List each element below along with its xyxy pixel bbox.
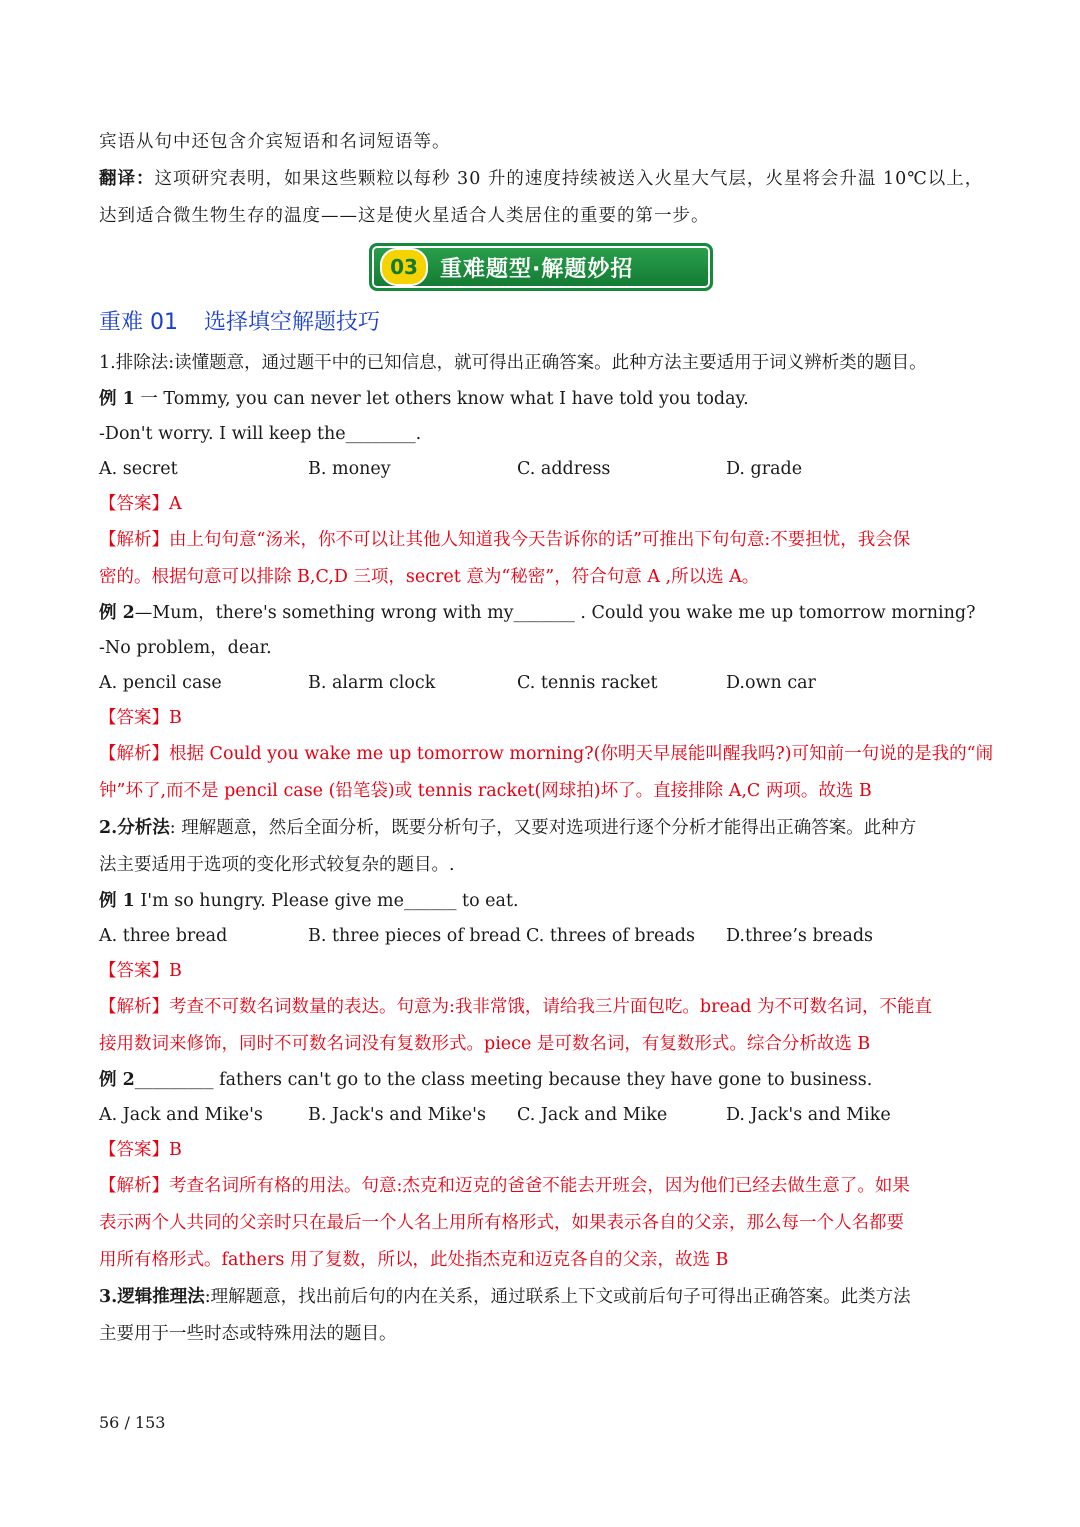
example-label: 例 2	[99, 603, 135, 623]
heading-title: 选择填空解题技巧	[204, 310, 381, 335]
options-row	[99, 1098, 983, 1133]
answer-line: 【答案】B	[99, 708, 182, 728]
method-1-intro: 1.排除法:读懂题意，通过题干中的已知信息，就可得出正确答案。此种方法主要适用于词义辨析类的题目。	[99, 353, 927, 373]
translation-text: 这项研究表明，如果这些颗粒以每秒 30 升的速度持续被送入火星大气层，火星将会升温 10℃以上，	[154, 169, 984, 189]
section-banner	[99, 243, 983, 291]
question-line-2: -Don't worry. I will keep the________.	[99, 424, 422, 444]
option-d: D.own car	[726, 673, 816, 693]
option-d: D.three’s breads	[726, 926, 873, 946]
explanation-line: 【解析】由上句句意“汤米，你不可以让其他人知道我今天告诉你的话”可推出下句句意:不要担忧，我会保	[99, 530, 911, 550]
heading-number: 重难 01	[99, 310, 178, 335]
example-question	[99, 596, 983, 631]
method-3-intro-2: 主要用于一些时态或特殊用法的题目。	[99, 1324, 397, 1344]
method-2-intro-2: 法主要适用于选项的变化形式较复杂的题目。.	[99, 855, 455, 875]
example-question	[99, 382, 983, 417]
question-line-2: -No problem，dear.	[99, 638, 272, 658]
page-number: 56 / 153	[99, 1413, 166, 1432]
explanation-line: 【解析】根据 Could you wake me up tomorrow morning?(你明天早展能叫醒我吗?)可知前一句说的是我的“闹	[99, 744, 994, 764]
option-d: D. Jack's and Mike	[726, 1105, 891, 1125]
option-b: B. alarm clock	[308, 673, 436, 693]
question-text: _________ fathers can't go to the class meeting because they have gone to business.	[134, 1070, 873, 1090]
example-label: 例 2	[99, 1070, 135, 1090]
option-d: D. grade	[726, 459, 803, 479]
translation-line-2: 达到适合微生物生存的温度——这是使火星适合人类居住的重要的第一步。	[99, 206, 710, 226]
options-row	[99, 666, 983, 701]
method-label: 2.分析法	[99, 818, 170, 838]
options-row	[99, 919, 983, 954]
method-text: :理解题意，找出前后句的内在关系，通过联系上下文或前后句子可得出正确答案。此类方法	[204, 1287, 911, 1307]
explanation-line: 接用数词来修饰，同时不可数名词没有复数形式。piece 是可数名词，有复数形式。综合分析故选 B	[99, 1034, 871, 1054]
document-page	[99, 124, 994, 1353]
answer-line: 【答案】A	[99, 494, 182, 514]
translation-label: 翻译：	[99, 169, 155, 189]
banner-box	[369, 243, 713, 291]
translation-line	[99, 161, 983, 198]
option-a: A. secret	[99, 459, 178, 479]
explanation-line: 【解析】考查名词所有格的用法。句意:杰克和迈克的爸爸不能去开班会，因为他们已经去做生意了。如果	[99, 1176, 910, 1196]
option-a: A. pencil case	[99, 673, 222, 693]
option-a: A. Jack and Mike's	[99, 1105, 263, 1125]
explanation-line: 密的。根据句意可以排除 B,C,D 三项，secret 意为“秘密”，符合句意 A ,所以选 A。	[99, 567, 760, 587]
question-text: I'm so hungry. Please give me______ to eat.	[134, 891, 519, 911]
answer-line: 【答案】B	[99, 1140, 182, 1160]
option-c: C. Jack and Mike	[517, 1105, 668, 1125]
example-question	[99, 1063, 983, 1098]
option-b: B. Jack's and Mike's	[308, 1105, 486, 1125]
answer-line: 【答案】B	[99, 961, 182, 981]
section-heading	[99, 301, 983, 345]
banner-title: 重难题型·解题妙招	[440, 256, 634, 282]
explanation-line: 用所有格形式。fathers 用了复数，所以，此处指杰克和迈克各自的父亲，故选 B	[99, 1250, 729, 1270]
method-text: : 理解题意，然后全面分析，既要分析句子，又要对选项进行逐个分析才能得出正确答案。此种方	[169, 818, 917, 838]
explanation-line: 钟”坏了,而不是 pencil case (铅笔袋)或 tennis racket(网球拍)坏了。直接排除 A,C 两项。故选 B	[99, 781, 872, 801]
option-b: B. three pieces of bread	[308, 926, 521, 946]
option-c: C. address	[517, 459, 611, 479]
question-text: —Mum，there's something wrong with my_______ . Could you wake me up tomorrow morning?	[134, 603, 976, 623]
banner-badge: 03	[380, 248, 428, 286]
option-c: C. threes of breads	[526, 926, 695, 946]
method-label: 3.逻辑推理法	[99, 1287, 205, 1307]
question-text: 一 Tommy, you can never let others know what I have told you today.	[134, 389, 749, 409]
example-question	[99, 884, 983, 919]
options-row	[99, 452, 983, 487]
option-c: C. tennis racket	[517, 673, 658, 693]
option-a: A. three bread	[99, 926, 228, 946]
explanation-line: 【解析】考查不可数名词数量的表达。句意为:我非常饿，请给我三片面包吃。bread 为不可数名词，不能直	[99, 997, 933, 1017]
option-b: B. money	[308, 459, 391, 479]
example-label: 例 1	[99, 389, 135, 409]
method-3-intro	[99, 1279, 983, 1316]
example-label: 例 1	[99, 891, 135, 911]
text-line: 宾语从句中还包含介宾短语和名词短语等。	[99, 132, 451, 152]
method-2-intro	[99, 810, 983, 847]
explanation-line: 表示两个人共同的父亲时只在最后一个人名上用所有格形式，如果表示各自的父亲，那么每一个人名都要	[99, 1213, 904, 1233]
